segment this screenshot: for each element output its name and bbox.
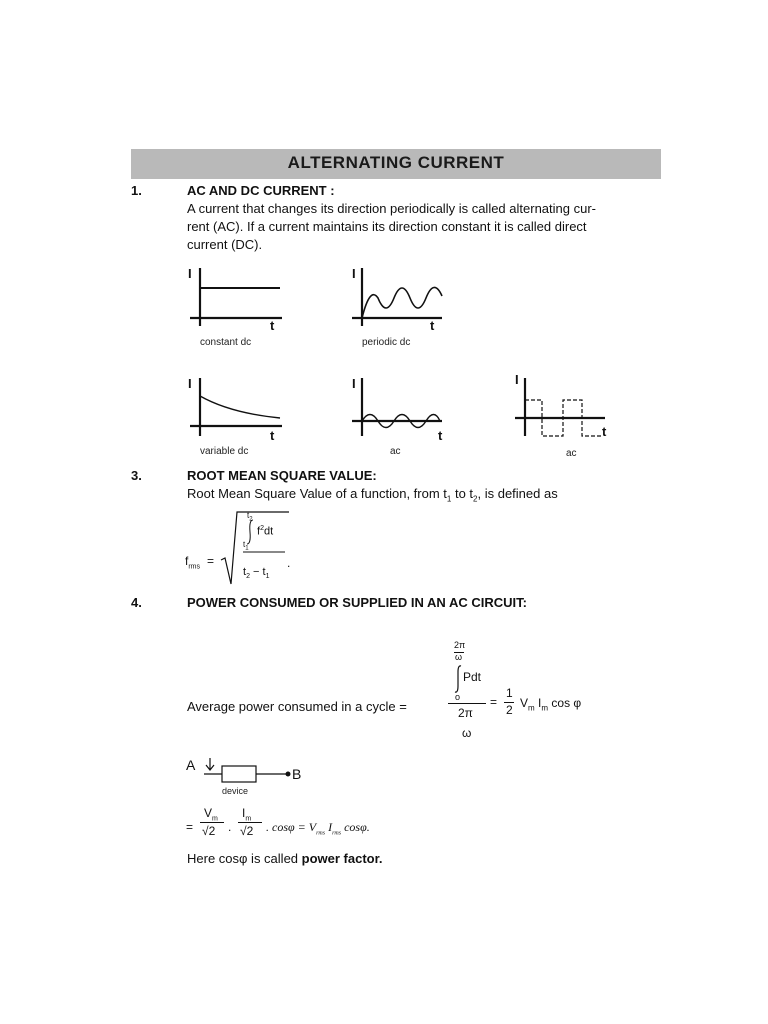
paragraph-line: current (DC).: [187, 237, 263, 252]
graph-periodic-dc: [352, 268, 442, 326]
graph-ac-square: [515, 378, 605, 436]
graph-variable-dc: [190, 378, 282, 436]
paragraph-line: A current that changes its direction periodically is called alternating cur-: [187, 201, 596, 216]
terminal-b-label: B: [292, 766, 302, 782]
device-circuit: [184, 754, 314, 798]
section-heading: ROOT MEAN SQUARE VALUE:: [187, 468, 377, 483]
axis-t-label: t: [270, 428, 275, 443]
graph-caption: ac: [566, 448, 577, 459]
section-paragraph: [187, 200, 667, 254]
section-number: 3.: [131, 468, 142, 483]
rms-formula: $f_{rms}$ = $t_2$ $f^2dt$ $t_1$ $t_2 - t_1$ .: [185, 510, 305, 588]
average-power-formula: 2π ω Pdt o 2π ω = 1 2 $V_m$ $I_m$ cos φ: [448, 640, 608, 750]
power-factor-note: Here cosφ is called power factor.: [187, 851, 383, 866]
title-banner: [131, 149, 661, 179]
section-heading: POWER CONSUMED OR SUPPLIED IN AN AC CIRCUIT:: [187, 595, 527, 610]
graph-caption: constant dc: [200, 337, 252, 348]
axis-i-label: I: [515, 372, 519, 387]
axis-t-label: t: [430, 318, 435, 333]
section-number: 1.: [131, 183, 142, 198]
axis-i-label: I: [352, 266, 356, 281]
axis-i-label: I: [352, 376, 356, 391]
page-title: ALTERNATING CURRENT: [287, 153, 505, 172]
power-factor-formula: = $V_m$ √2 . $I_m$ √2 . $\cos\varphi = V_{rms}$ $I_{rms}$ cosφ.: [186, 806, 370, 838]
graph-caption: variable dc: [200, 446, 249, 457]
device-label: device: [222, 786, 249, 796]
average-power-label: Average power consumed in a cycle =: [187, 699, 407, 714]
paragraph-line: rent (AC). If a current maintains its direction constant it is called direct: [187, 219, 587, 234]
graph-ac-sine: [352, 378, 442, 436]
axis-i-label: I: [188, 376, 192, 391]
graph-constant-dc: [190, 268, 282, 326]
axis-t-label: t: [270, 318, 275, 333]
axis-t-label: t: [602, 424, 607, 439]
graph-caption: ac: [390, 446, 401, 457]
terminal-a-label: A: [186, 757, 196, 773]
graph-caption: periodic dc: [362, 337, 411, 348]
section-heading: AC AND DC CURRENT :: [187, 183, 335, 198]
section-number: 4.: [131, 595, 142, 610]
axis-i-label: I: [188, 266, 192, 281]
section-paragraph: Root Mean Square Value of a function, from $t_1$ to $t_2$, is defined as: [187, 486, 558, 504]
axis-t-label: t: [438, 428, 443, 443]
current-graphs: [170, 258, 630, 468]
